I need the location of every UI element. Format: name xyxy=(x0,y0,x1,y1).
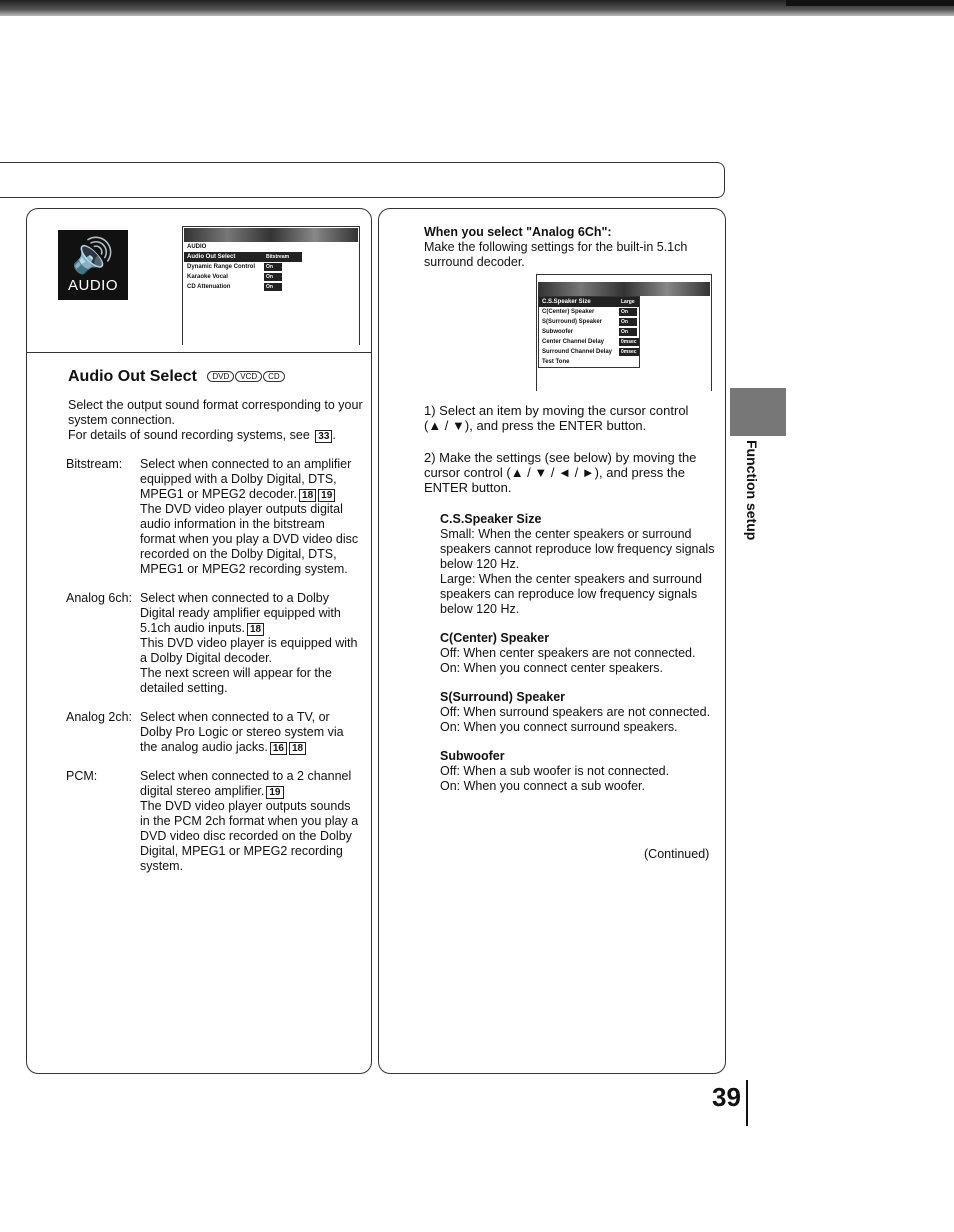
osd-row-value: On xyxy=(264,273,282,281)
setting-line: On: When you connect surround speakers. xyxy=(440,720,678,734)
page-number-rule xyxy=(746,1080,748,1126)
intro-line-2: For details of sound recording systems, see 33 . xyxy=(68,428,336,442)
osd-row[interactable] xyxy=(539,337,639,347)
step-1: 1) Select an item by moving the cursor control (▲ / ▼), and press the ENTER button. xyxy=(424,403,689,433)
osd-row-label: Audio Out Select xyxy=(187,254,236,260)
osd-icon-bar-right xyxy=(538,282,710,296)
analog6ch-heading: When you select "Analog 6Ch": xyxy=(424,225,612,239)
setting-section xyxy=(440,749,720,794)
osd-row-label: Karaoke Vocal xyxy=(187,274,228,280)
side-tab-label: Function setup xyxy=(744,440,760,541)
setting-section xyxy=(440,631,720,676)
continued-label: (Continued) xyxy=(644,847,710,861)
osd-row-label: C.S.Speaker Size xyxy=(542,299,591,305)
left-panel-divider xyxy=(26,352,372,353)
osd-row-value: Large xyxy=(619,298,637,306)
osd-menu-title: AUDIO xyxy=(187,244,207,250)
disc-badges xyxy=(207,371,285,382)
intro-text xyxy=(68,398,366,443)
option-item xyxy=(66,591,366,696)
osd-row[interactable] xyxy=(539,357,639,367)
option-p1 xyxy=(140,710,362,755)
setting-title: Subwoofer xyxy=(440,749,505,763)
option-p2: The DVD video player outputs sounds in the PCM 2ch format when you play a DVD video disc recorded on the Dolby Digital, MPEG1 or MPEG2 recording system. xyxy=(140,799,359,873)
option-item xyxy=(66,769,366,874)
osd-row-label: Test Tone xyxy=(542,359,570,365)
setting-title: C(Center) Speaker xyxy=(440,631,550,645)
option-p2: The DVD video player outputs digital audio information in the bitstream format when you play a DVD video disc recorded on the Dolby Digital, DTS, MPEG1 or MPEG2 recording system. xyxy=(140,502,359,576)
setting-section xyxy=(440,690,720,735)
option-p1-text: Select when connected to a Dolby Digital ready amplifier equipped with 5.1ch audio inputs. xyxy=(140,591,341,635)
audio-icon-label: AUDIO xyxy=(67,277,118,294)
intro-line-1: Select the output sound format corresponding to your system connection. xyxy=(68,398,363,427)
osd-row[interactable] xyxy=(539,307,639,317)
section-header-box xyxy=(0,162,725,198)
option-description xyxy=(140,769,362,874)
osd-row-value: On xyxy=(264,283,282,291)
setting-line: Small: When the center speakers or surround speakers cannot reproduce low frequency signals below 120 Hz. xyxy=(440,527,715,571)
option-p1 xyxy=(140,591,362,636)
page-ref: 18 xyxy=(289,742,306,755)
option-term: Analog 6ch: xyxy=(66,591,133,605)
osd-row[interactable] xyxy=(184,272,302,282)
osd-row-label: Dynamic Range Control xyxy=(187,264,256,270)
setting-line: Off: When center speakers are not connected. xyxy=(440,646,696,660)
option-p3: The next screen will appear for the detailed setting. xyxy=(140,666,332,695)
option-description xyxy=(140,591,362,696)
option-term: Bitstream: xyxy=(66,457,123,471)
section-title: Audio Out Select xyxy=(68,368,197,385)
osd-row-label: Center Channel Delay xyxy=(542,339,605,345)
page-ref: 19 xyxy=(318,489,335,502)
option-term: PCM: xyxy=(66,769,98,783)
section-title-row xyxy=(68,368,286,386)
osd-row-label: C(Center) Speaker xyxy=(542,309,595,315)
setting-line: Off: When a sub woofer is not connected. xyxy=(440,764,670,778)
osd-row[interactable] xyxy=(184,252,302,262)
osd-row-value: 0msec xyxy=(621,349,637,355)
osd-row-value: Bitstream xyxy=(266,254,290,260)
osd-row[interactable] xyxy=(539,327,639,337)
disc-badge-cd: CD xyxy=(263,371,285,382)
osd-row-label: Surround Channel Delay xyxy=(542,349,613,355)
option-p1 xyxy=(140,457,362,502)
page-ref: 33 xyxy=(315,430,332,443)
audio-speaker-icon xyxy=(58,230,128,300)
osd-icon-bar xyxy=(184,228,358,242)
osd-row-value: On xyxy=(619,328,637,336)
option-p1 xyxy=(140,769,362,799)
osd-left-rows xyxy=(184,252,302,292)
settings-sections xyxy=(440,512,720,808)
option-p2: This DVD video player is equipped with a Dolby Digital decoder. xyxy=(140,636,358,665)
left-osd-screen xyxy=(184,228,358,308)
option-p1-text: Select when connected to a 2 channel digital stereo amplifier. xyxy=(140,769,352,798)
setting-title: C.S.Speaker Size xyxy=(440,512,542,526)
options-list xyxy=(66,457,366,888)
side-tab-marker xyxy=(730,388,786,436)
option-description xyxy=(140,710,362,755)
top-scan-bar-end xyxy=(786,0,954,6)
option-description xyxy=(140,457,362,577)
osd-row-value: On xyxy=(619,308,637,316)
page-ref: 16 xyxy=(270,742,287,755)
osd-row[interactable] xyxy=(539,317,639,327)
setting-line: Large: When the center speakers and surround speakers can reproduce low frequency signals below 120 Hz. xyxy=(440,572,702,616)
setting-line: On: When you connect center speakers. xyxy=(440,661,664,675)
osd-row-value: On xyxy=(264,263,282,271)
disc-badge-dvd: DVD xyxy=(207,371,234,382)
speaker-icon: 🔊 xyxy=(71,237,115,275)
setting-title: S(Surround) Speaker xyxy=(440,690,566,704)
setting-line: On: When you connect a sub woofer. xyxy=(440,779,645,793)
right-osd-screen xyxy=(538,282,710,376)
osd-row-label: CD Attenuation xyxy=(187,284,231,290)
osd-row-value: 0msec xyxy=(621,339,637,345)
page-number: 39 xyxy=(712,1082,741,1112)
osd-row-label: S(Surround) Speaker xyxy=(542,319,603,325)
step-2: 2) Make the settings (see below) by moving the cursor control (▲ / ▼ / ◄ / ►), and press the ENTER button. xyxy=(424,450,697,495)
osd-row[interactable] xyxy=(184,282,302,292)
osd-row[interactable] xyxy=(184,262,302,272)
page-ref: 19 xyxy=(266,786,283,799)
analog6ch-text: Make the following settings for the built-in 5.1ch surround decoder. xyxy=(424,240,688,269)
disc-badge-vcd: VCD xyxy=(235,371,262,382)
analog6ch-section xyxy=(424,225,720,270)
option-term: Analog 2ch: xyxy=(66,710,133,724)
osd-row[interactable] xyxy=(539,347,639,357)
setting-line: Off: When surround speakers are not connected. xyxy=(440,705,711,719)
option-item xyxy=(66,457,366,577)
option-p1-text: Select when connected to an amplifier equipped with a Dolby Digital, DTS, MPEG1 or MPEG2 decoder. xyxy=(140,457,352,501)
option-p1-text: Select when connected to a TV, or Dolby Pro Logic or stereo system via the analog audio jacks. xyxy=(140,710,344,754)
page-ref: 18 xyxy=(247,623,264,636)
option-item xyxy=(66,710,366,755)
osd-right-rows xyxy=(538,296,640,368)
setting-section xyxy=(440,512,720,617)
page-ref: 18 xyxy=(299,489,316,502)
osd-row[interactable] xyxy=(539,297,639,307)
osd-row-label: Subwoofer xyxy=(542,329,573,335)
osd-row-value: On xyxy=(619,318,637,326)
